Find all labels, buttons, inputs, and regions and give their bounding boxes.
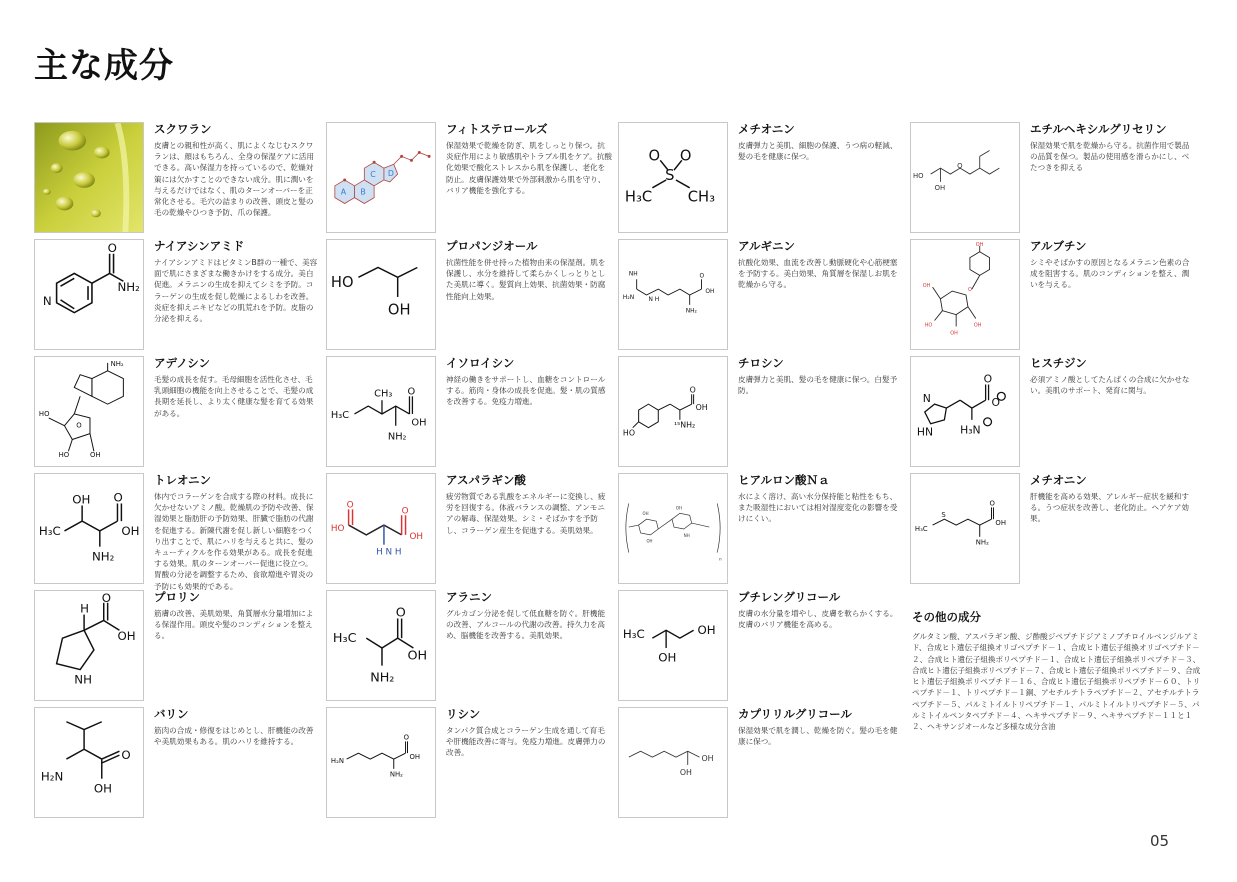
ingredient-name: バリン (154, 707, 189, 721)
other-ingredients (912, 609, 1202, 733)
ingredient-description: 筋膚の改善、美肌効果、角質層水分量増加による保湿作用。頭皮や髪のコンディションを整える。 (154, 609, 314, 641)
svg-text:OH: OH (995, 519, 1006, 528)
squalane-droplets-photo (34, 122, 144, 233)
ingredient-description: 必須アミノ酸としてたんぱくの合成に欠かせない。美肌のサポート、発育に関与。 (1030, 375, 1190, 396)
svg-text:OH: OH (93, 781, 113, 796)
svg-text:HN: HN (916, 425, 934, 439)
svg-text:OH: OH (411, 417, 427, 429)
ingredient-card (34, 588, 320, 705)
svg-text:H₃C: H₃C (330, 409, 350, 421)
ingredient-description: 皮膚の水分量を増やし、皮膚を軟らかくする。皮膚のバリア機能を高める。 (738, 609, 898, 630)
svg-text:N: N (42, 293, 52, 308)
svg-text:NH: NH (683, 532, 690, 538)
ingredient-column-4 (910, 120, 1196, 588)
svg-text:O: O (121, 748, 131, 763)
ingredient-name: ヒアルロン酸Ｎａ (738, 473, 830, 487)
svg-text:O: O (689, 385, 696, 395)
ingredient-name: アスパラギン酸 (446, 473, 526, 487)
ingredient-description: 筋肉の合成・修復をはじめとし、肝機能の改善や美肌効果もある。肌のハリを維持する。 (154, 726, 314, 747)
ingredient-card (618, 237, 904, 354)
ingredient-card (618, 471, 904, 588)
svg-text:NH₂: NH₂ (389, 770, 403, 779)
ingredient-card (34, 705, 320, 822)
ingredient-card (34, 237, 320, 354)
ingredient-card (34, 120, 320, 237)
svg-text:HO: HO (924, 322, 933, 329)
svg-text:OH: OH (407, 648, 428, 664)
ingredient-card (910, 120, 1196, 237)
ingredient-description: 疲労物質である乳酸をエネルギーに変換し、疲労を回復する。体液バランスの調整、アンモニアの解毒、保湿効果。シミ・そばかすを予防し、コラーゲン産生を促進する。美肌効果。 (446, 492, 606, 535)
ingredient-description: 保湿効果で肌を潤し、乾燥を防ぐ。髪の毛を健康に保つ。 (738, 726, 898, 747)
page-number: 05 (1150, 832, 1170, 850)
svg-text:N H: N H (648, 296, 660, 303)
valine-structure (34, 707, 144, 818)
svg-text:O: O (967, 287, 972, 294)
ethylhexylglycerin-structure (910, 122, 1020, 233)
ingredient-description: ナイアシンアミドはビタミンB群の一種で、美容面で肌にさまざまな働きかけをする成分。美白促進。メラニンの生成を抑えてシミを予防。コラーゲンの生成を促し乾燥によるしわを改善。炎症を抑えニキビなどの肌荒れを予防。皮脂の分泌を抑える。 (154, 258, 318, 324)
ingredient-name: アルブチン (1030, 239, 1087, 253)
svg-text:OH: OH (89, 451, 101, 460)
ingredient-description: 毛髪の成長を促す。毛母細胞を活性化させ、毛乳頭細胞の機能を向上させることで、毛髪の成長期を延長し、より太く健康な髪を育てる効果がある。 (154, 375, 314, 418)
svg-text:O: O (699, 273, 705, 280)
svg-text:CH₃: CH₃ (374, 388, 393, 400)
ingredient-card (34, 471, 320, 591)
arbutin-structure (910, 239, 1020, 350)
ingredient-description: 神経の働きをサポートし、血糖をコントロールする。筋肉・身体の成長を促進。髪・肌の質感を改善する。免疫力増進。 (446, 375, 606, 407)
niacinamide-structure (34, 239, 144, 350)
ingredient-name: プロリン (154, 590, 200, 604)
svg-text:A: A (340, 187, 347, 197)
svg-text:O: O (401, 506, 409, 517)
ingredient-description: シミやそばかすの原因となるメラニン色素の合成を阻害する。肌のコンディションを整え、潤いを与える。 (1030, 258, 1190, 290)
svg-text:NH₂: NH₂ (685, 308, 697, 315)
svg-text:OH: OH (658, 650, 677, 665)
svg-text:OH: OH (72, 492, 91, 507)
svg-text:D: D (387, 169, 394, 179)
svg-text:O: O (957, 162, 963, 171)
ingredient-description: 肝機能を高める効果、アレルギー症状を緩和する。うつ症状を改善し、老化防止。ヘアケア効果。 (1030, 492, 1190, 524)
ingredient-name: カプリリルグリコール (738, 707, 852, 721)
other-ingredients-title: その他の成分 (912, 610, 981, 624)
ingredient-name: イソロイシン (446, 356, 515, 370)
svg-text:NH₂: NH₂ (370, 670, 395, 686)
svg-text:OH: OH (697, 623, 716, 638)
svg-text:OH: OH (387, 301, 411, 319)
propanediol-structure (326, 239, 436, 350)
svg-text:O: O (113, 490, 123, 505)
ingredient-card (910, 237, 1196, 354)
hyaluronate-structure (618, 473, 728, 584)
svg-text:O: O (983, 372, 993, 386)
ingredient-name: アラニン (446, 590, 492, 604)
isoleucine-structure (326, 356, 436, 467)
svg-text:NH: NH (628, 271, 638, 278)
ingredient-card (326, 471, 612, 588)
svg-text:OH: OH (973, 322, 982, 329)
ingredient-name: トレオニン (154, 473, 212, 487)
ingredient-description: 皮膚との親和性が高く、肌によくなじむスクワランは、顔はもちろん、全身の保湿ケアに活用できる。高い保湿力を持っているので、乾燥対策には欠かすことのできない成分。肌に潤いを与えるだけではなく、肌のターンオーバーを正常化させる。毛穴の詰まりの改善、頭皮と髪の毛の乾燥やひつき予防、爪の保護。 (154, 141, 314, 218)
svg-text:O: O (76, 421, 82, 430)
ingredient-name: リシン (446, 707, 481, 721)
svg-text:H₃C: H₃C (622, 627, 645, 642)
tyrosine-structure (618, 356, 728, 467)
ingredient-card (910, 354, 1196, 471)
svg-text:HO: HO (912, 171, 924, 180)
svg-text:C: C (370, 170, 376, 180)
ingredient-description: 保湿効果で肌を乾燥から守る。抗菌作用で製品の品質を保つ。製品の使用感を滑らかにし、べたつきを抑える (1030, 141, 1190, 173)
svg-text:N: N (922, 392, 931, 406)
ingredient-description: グルカゴン分泌を促して低血糖を防ぐ。肝機能の改善、アルコールの代謝の改善。持久力を高め、脳機能を改善する。美肌効果。 (446, 609, 606, 641)
svg-text:OH: OH (409, 753, 421, 762)
svg-text:O: O (991, 396, 1001, 410)
svg-text:HO: HO (38, 409, 50, 418)
svg-text:NH₂: NH₂ (387, 431, 407, 443)
ingredient-name: エチルヘキシルグリセリン (1030, 122, 1167, 136)
svg-text:OH: OH (705, 289, 715, 296)
adenosine-structure (34, 356, 144, 467)
methylsulfonyl-structure (618, 122, 728, 233)
ingredient-card (910, 471, 1196, 588)
svg-text:NH₂: NH₂ (91, 549, 115, 564)
svg-text:S: S (941, 511, 946, 520)
ingredient-card (618, 120, 904, 237)
ingredient-column-1 (34, 120, 320, 822)
ingredient-name: スクワラン (154, 122, 212, 136)
ingredient-name: ヒスチジン (1030, 356, 1087, 370)
svg-text:O: O (346, 500, 354, 511)
ingredient-description: 水によく溶け、高い水分保持能と粘性をもち、また吸湿性においては相対湿度変化の影響を受けにくい。 (738, 492, 898, 524)
ingredient-name: メチオニン (738, 122, 795, 136)
ingredient-description: タンパク質合成とコラーゲン生成を通して育毛や肝機能改善に寄与。免疫力増進。皮膚弾力の改善。 (446, 726, 606, 758)
svg-text:OH: OH (701, 754, 714, 764)
svg-text:OH: OH (679, 767, 692, 777)
svg-text:HO: HO (330, 274, 354, 292)
ingredient-column-2 (326, 120, 612, 822)
svg-text:OH: OH (121, 523, 140, 538)
svg-text:H₃C: H₃C (38, 523, 61, 538)
ingredient-card (326, 354, 612, 471)
svg-text:B: B (360, 187, 366, 197)
svg-text:O: O (395, 605, 406, 621)
svg-text:H₃C: H₃C (914, 524, 928, 533)
aspartic-acid-structure (326, 473, 436, 584)
svg-text:HO: HO (330, 523, 345, 534)
svg-text:NH₂: NH₂ (975, 538, 989, 547)
phytosterol-structure (326, 122, 436, 233)
svg-text:OH: OH (950, 330, 958, 337)
alanine-structure (326, 590, 436, 701)
svg-text:S: S (665, 166, 675, 184)
svg-text:O: O (648, 147, 661, 165)
ingredient-name: チロシン (738, 356, 784, 370)
ingredient-name: プロパンジオール (446, 239, 538, 253)
ingredient-name: アルギニン (738, 239, 796, 253)
svg-text:OH: OH (975, 241, 984, 248)
svg-text:OH: OH (409, 531, 424, 542)
svg-text:O: O (679, 147, 692, 165)
svg-text:n: n (719, 556, 722, 562)
ingredient-description: 保湿効果で乾燥を防ぎ、肌をしっとり保つ。抗炎症作用により敏感肌やトラブル肌をケア。抗酸化効果で酸化ストレスから肌を保護し、老化を防止。皮膚保護効果で外部刺激から肌を守り、バリア機能を強化する。 (446, 141, 612, 195)
svg-text:H₂N: H₂N (40, 769, 64, 784)
ingredient-description: 抗菌性能を併せ持った植物由来の保湿剤。肌を保護し、水分を維持して柔らかくしっとりとした美肌に導く。髪質向上効果、抗菌効果・防腐性能向上効果。 (446, 258, 606, 301)
svg-text:OH: OH (646, 538, 653, 544)
svg-text:O: O (101, 591, 112, 605)
svg-text:NH₂: NH₂ (117, 280, 140, 295)
ingredient-card (326, 588, 612, 705)
svg-text:NH: NH (74, 672, 92, 687)
ingredient-name: アデノシン (154, 356, 210, 370)
svg-text:OH: OH (642, 511, 649, 517)
histidine-structure (910, 356, 1020, 467)
ingredient-card (34, 354, 320, 471)
svg-text:H: H (80, 601, 90, 616)
svg-text:OH: OH (675, 505, 682, 511)
svg-text:O: O (989, 499, 995, 508)
svg-text:OH: OH (695, 403, 708, 413)
methionine-structure (910, 473, 1020, 584)
svg-text:CH₃: CH₃ (687, 188, 715, 206)
caprylyl-glycol-structure (618, 707, 728, 818)
ingredient-name: ブチレングリコール (738, 590, 841, 604)
svg-text:H₃C: H₃C (332, 631, 357, 647)
svg-text:¹⁵NH₂: ¹⁵NH₂ (673, 420, 696, 430)
ingredient-name: メチオニン (1030, 473, 1087, 487)
ingredient-description: 抗酸化効果、血流を改善し動脈硬化や心筋梗塞を予防する。美白効果、角質層を保湿しお肌を乾燥から守る。 (738, 258, 898, 290)
ingredient-card (326, 237, 612, 354)
svg-text:OH: OH (934, 183, 946, 192)
ingredient-column-3 (618, 120, 904, 822)
other-ingredients-list: グルタミン酸、アスパラギン酸、ジ酢酸ジペプチドジアミノブチロイルベンジルアミド、合成ヒト遺伝子組換オリゴペプチド－１、合成ヒト遺伝子組換オリゴペプチド－２、合成ヒト遺伝子組換ポリペプチド－１、合成ヒト遺伝子組換ポリペプチド－３、合成ヒト遺伝子組換ポリペプチド－７、合成ヒト遺伝子組換ポリペプチド－９、合成ヒト遺伝子組換ポリペプチド－１６、合成ヒト遺伝子組換ポリペプチド－６０、トリペプチド－１、トリペプチド－１銅、アセチルテトラペプチド－２、アセチルテトラペプチド－５、パルミトイルトリペプチド－１、パルミトイルトリペプチド－５、パルミトイルペンタペプチド－４、ヘキサペプチド－９、ヘキサペプチド－１１と１２、ヘキサンジオールなど多様な成分含油 (912, 632, 1201, 732)
ingredient-description: 皮膚弾力と美肌、細胞の保護、うつ病の軽減、髪の毛を健康に保つ。 (738, 141, 898, 162)
ingredient-name: フィトステロールズ (446, 122, 548, 136)
ingredient-card (618, 354, 904, 471)
svg-text:H₃N: H₃N (960, 423, 981, 437)
svg-text:H₃C: H₃C (624, 188, 653, 206)
svg-text:OH: OH (117, 629, 136, 644)
ingredient-description: 皮膚弾力と美肌、髪の毛を健康に保つ。白髪予防。 (738, 375, 898, 396)
butylene-glycol-structure (618, 590, 728, 701)
svg-text:HO: HO (622, 428, 636, 438)
ingredient-card (618, 705, 904, 822)
threonine-structure (34, 473, 144, 584)
ingredient-name: ナイアシンアミド (154, 239, 245, 253)
ingredient-card (618, 588, 904, 705)
svg-text:H N H: H N H (376, 547, 402, 558)
proline-structure (34, 590, 144, 701)
svg-text:HO: HO (58, 451, 70, 460)
lysine-structure (326, 707, 436, 818)
svg-text:H₂N: H₂N (330, 756, 344, 765)
svg-text:NH₂: NH₂ (110, 359, 124, 368)
svg-text:O: O (107, 240, 117, 255)
svg-text:H₂N: H₂N (622, 294, 635, 301)
svg-text:OH: OH (922, 283, 931, 290)
page-title: 主な成分 (34, 46, 174, 86)
svg-text:O: O (407, 386, 416, 398)
ingredient-card (326, 705, 612, 822)
svg-text:O: O (403, 733, 409, 742)
ingredient-card (326, 120, 612, 237)
ingredient-description: 体内でコラーゲンを合成する際の材料。成長に欠かせないアミノ酸。乾燥肌の予防や改善、保湿効果と脂肪肝の予防効果、肝臓で脂肪の代謝を促進する。新陳代謝を促し新しい細胞をつくり出すことで、肌にハリを与えると共に、髪のキューティクルを作る効果がある。成長を促進する効果。肌のターンオーバー促進に役立つ。胃酸の分泌を調整するため、食欲増進や胃炎の予防にも効果的である。 (154, 492, 314, 591)
arginine-structure (618, 239, 728, 350)
